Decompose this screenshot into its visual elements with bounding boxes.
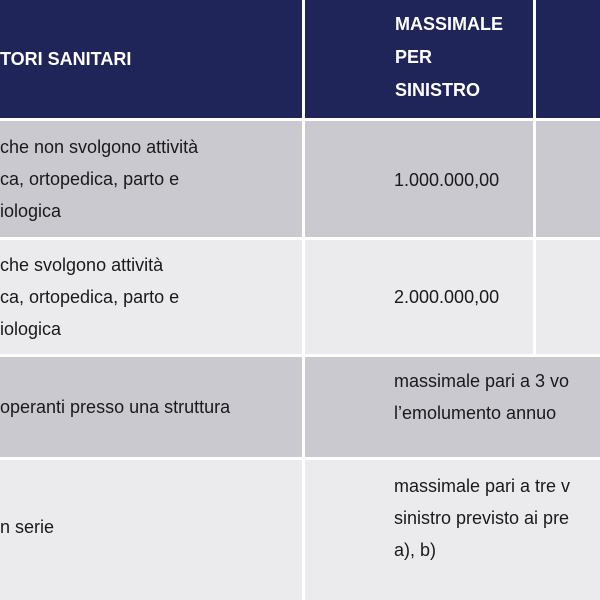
header-category-cell: [0, 0, 302, 118]
row-4-massimale-cell: [305, 460, 600, 600]
row-2-massimale-value: 2.000.000,00: [394, 287, 500, 307]
row-1-massimale-cell: [305, 121, 533, 237]
row-4-massimale-text: massimale pari a tre v sinistro previsto ai pre a), b): [394, 476, 571, 560]
row-1-massimale-value: 1.000.000,00: [394, 170, 500, 190]
row-2-category-text: che svolgono attività ca, ortopedica, parto e iologica: [0, 255, 180, 339]
header-massimale-label: MASSIMALE PER SINISTRO: [395, 14, 503, 100]
header-category-label: TORI SANITARI: [0, 49, 132, 69]
row-3-category-cell: [0, 357, 302, 457]
row-1-category-cell: [0, 121, 302, 237]
row-3-massimale-cell: [305, 357, 600, 457]
row-4-category-cell: [0, 460, 302, 600]
row-2-massimale-cell: [305, 240, 533, 354]
row-2-third-cell: [536, 240, 600, 354]
row-3-massimale-text: massimale pari a 3 vo l’emolumento annuo: [394, 371, 570, 423]
row-2-category-cell: [0, 240, 302, 354]
header-third-cell: [536, 0, 600, 118]
row-1-category-text: che non svolgono attività ca, ortopedica, parto e iologica: [0, 137, 199, 221]
header-massimale-cell: [305, 0, 533, 118]
row-1-third-cell: [536, 121, 600, 237]
row-3-category-text: operanti presso una struttura: [0, 397, 231, 417]
row-4-category-text: n serie: [0, 517, 55, 537]
